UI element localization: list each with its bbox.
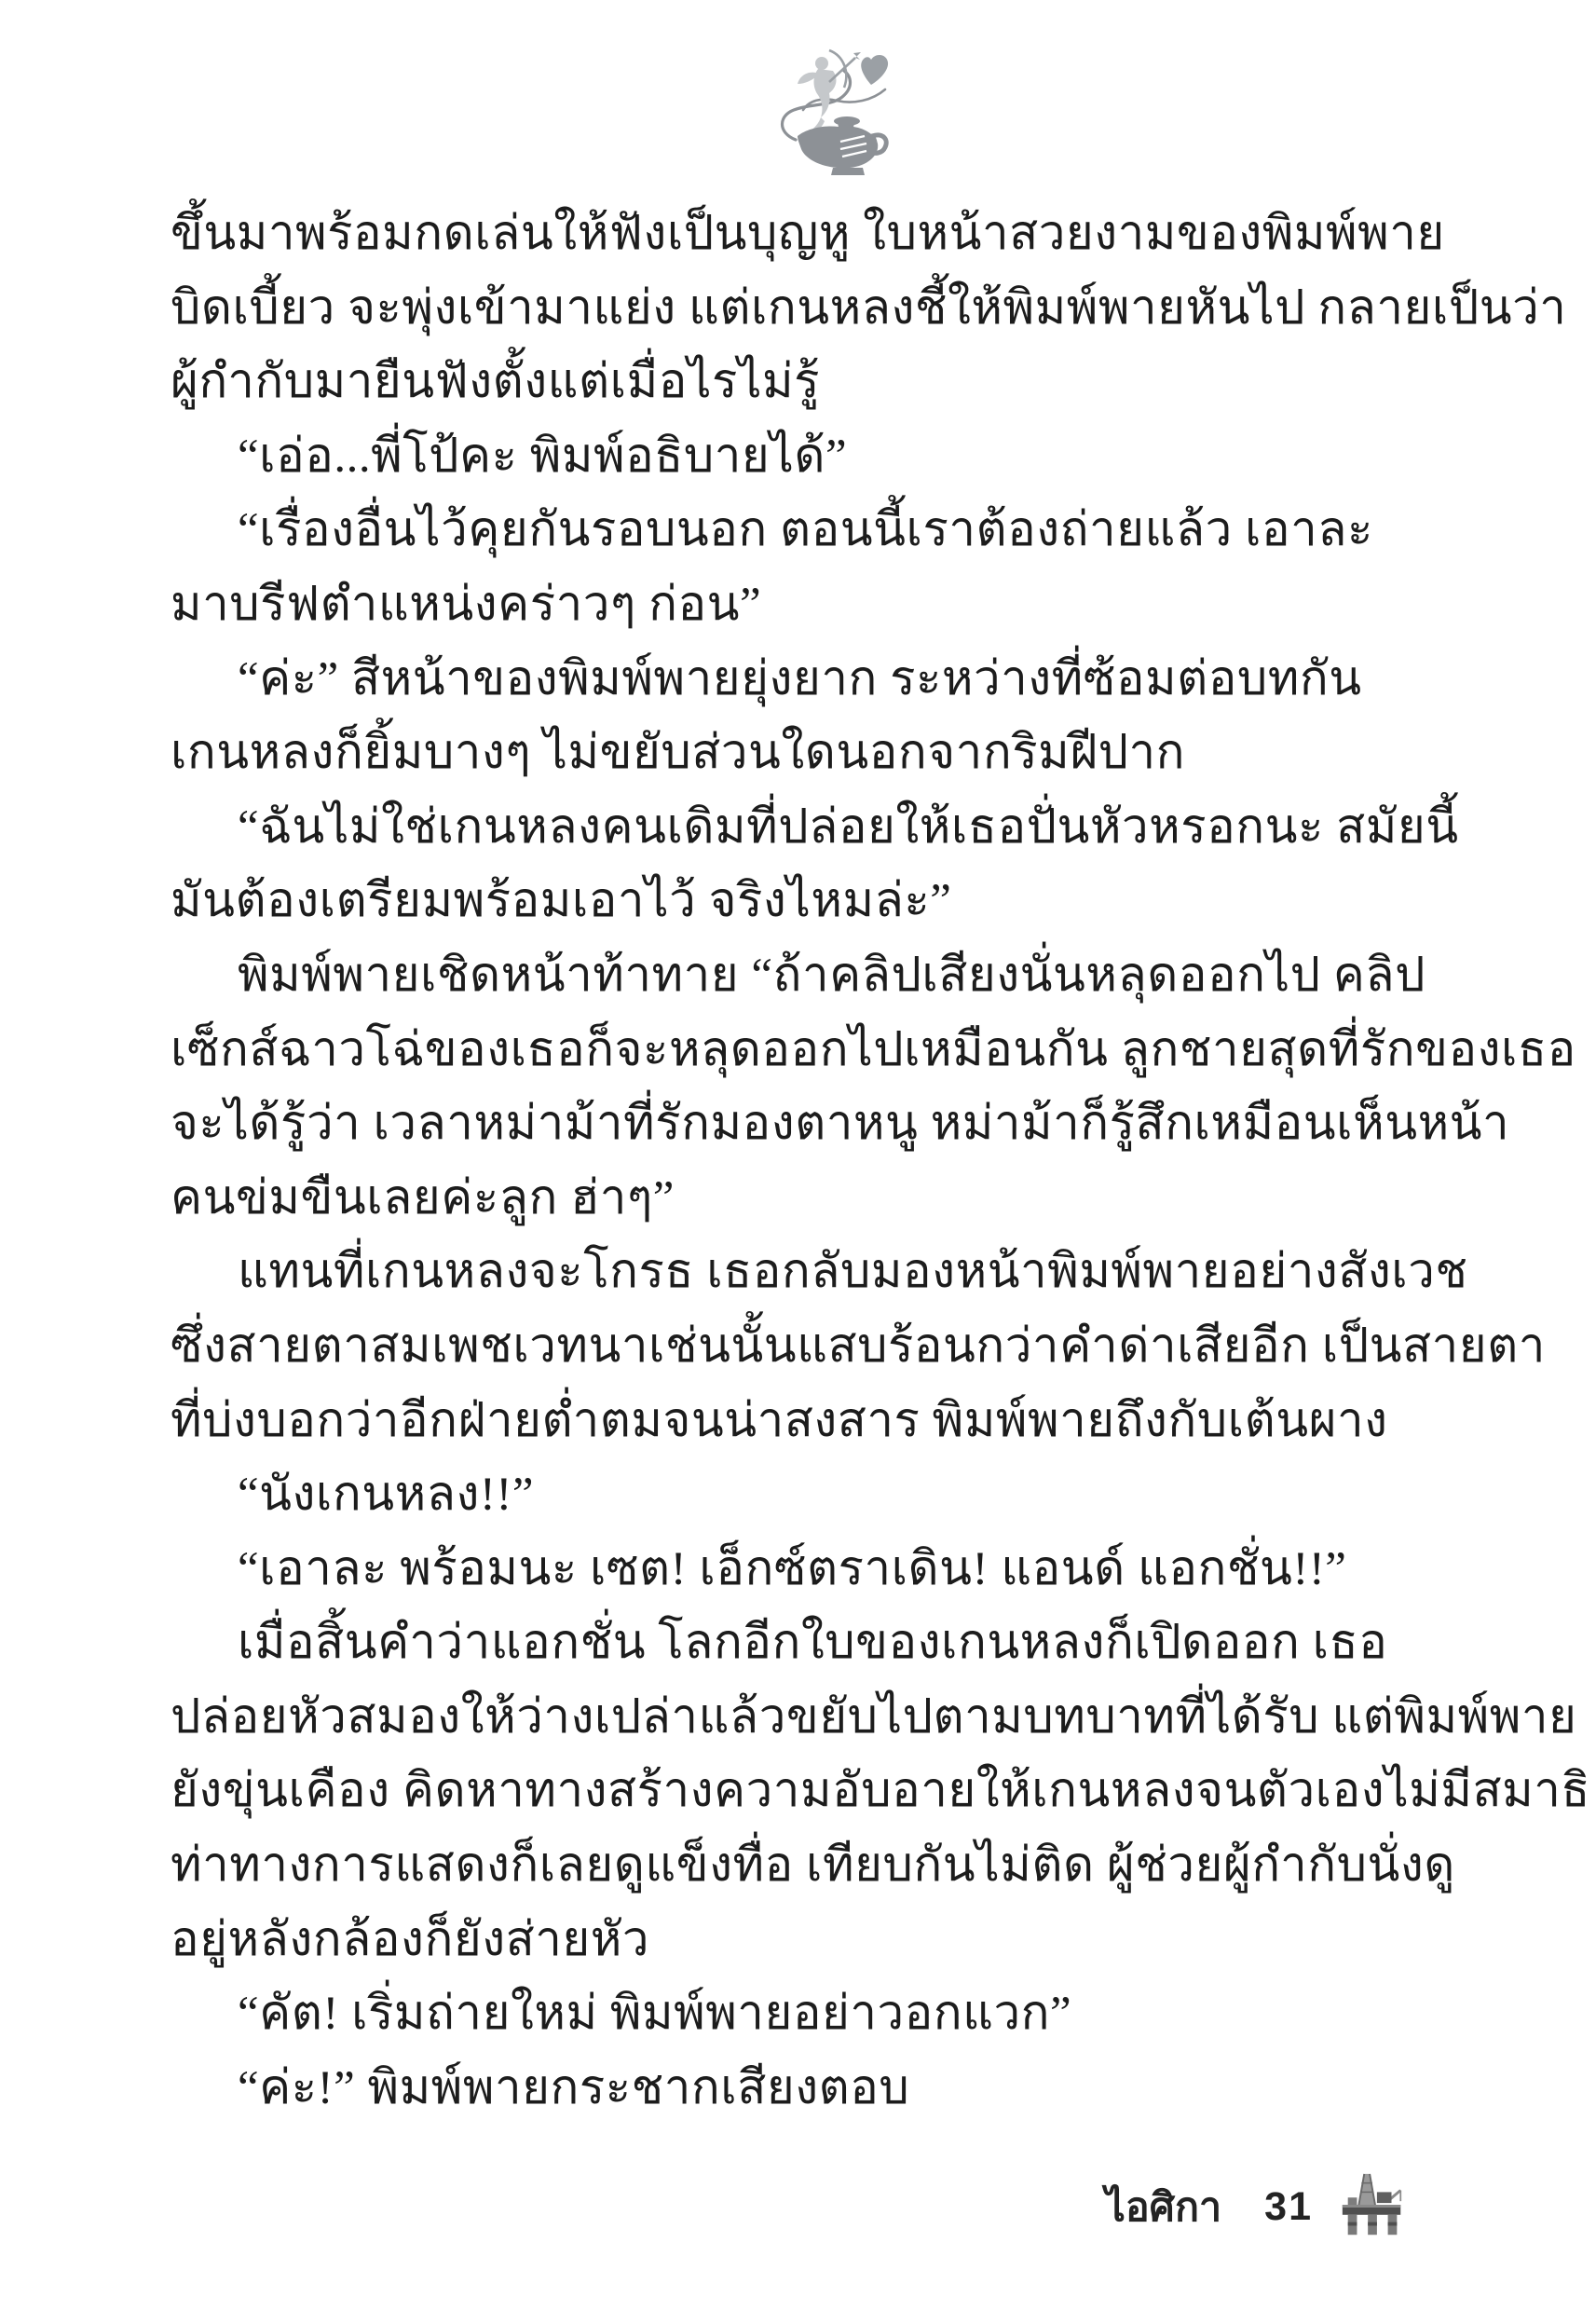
text-line: จะได้รู้ว่า เวลาหม่าม้าที่รักมองตาหนู หม่าม้าก็รู้สึกเหมือนเห็นหน้า xyxy=(171,1098,1510,1151)
text-line: ผู้กำกับมายืนฟังตั้งแต่เมื่อไรไม่รู้ xyxy=(171,356,821,409)
page-number: 31 xyxy=(1264,2183,1313,2229)
text-line: ยังขุ่นเคือง คิดหาทางสร้างความอับอายให้เกนหลงจนตัวเองไม่มีสมาธิ xyxy=(171,1765,1591,1818)
text-line: “ค่ะ!” พิมพ์พายกระชากเสียงตอบ xyxy=(238,2061,910,2114)
cupid-lamp-ornament-svg xyxy=(775,39,891,179)
text-block xyxy=(171,198,1591,2126)
text-line: “เอาละ พร้อมนะ เซต! เอ็กซ์ตราเดิน! แอนด์ แอกชั่น!!” xyxy=(238,1542,1347,1595)
book-title: ไอศิกา xyxy=(1105,2185,1222,2230)
text-line: “ฉันไม่ใช่เกนหลงคนเดิมที่ปล่อยให้เธอปั่นหัวหรอกนะ สมัยนี้ xyxy=(238,800,1459,854)
text-line: “ค่ะ” สีหน้าของพิมพ์พายยุ่งยาก ระหว่างที่ซ้อมต่อบทกัน xyxy=(238,652,1362,705)
text-line: แทนที่เกนหลงจะโกรธ เธอกลับมองหน้าพิมพ์พายอย่างสังเวช xyxy=(238,1246,1468,1299)
heart-icon xyxy=(861,55,888,85)
text-line: อยู่หลังกล้องก็ยังส่ายหัว xyxy=(171,1913,650,1966)
cupid-figure xyxy=(798,57,836,132)
text-line: ซึ่งสายตาสมเพชเวทนาเช่นนั้นแสบร้อนกว่าคำด่าเสียอีก เป็นสายตา xyxy=(171,1320,1546,1373)
text-line: เซ็กส์ฉาวโฉ่ของเธอก็จะหลุดออกไปเหมือนกัน ลูกชายสุดที่รักของเธอ xyxy=(171,1023,1576,1076)
text-line: บิดเบี้ยว จะพุ่งเข้ามาแย่ง แต่เกนหลงชี้ให้พิมพ์พายหันไป กลายเป็นว่า xyxy=(171,281,1567,335)
text-line: เกนหลงก็ยิ้มบางๆ ไม่ขยับส่วนใดนอกจากริมฝีปาก xyxy=(171,727,1185,780)
text-line: เมื่อสิ้นคำว่าแอกชั่น โลกอีกใบของเกนหลงก็เปิดออก เธอ xyxy=(238,1617,1388,1670)
text-line: มันต้องเตรียมพร้อมเอาไว้ จริงไหมล่ะ” xyxy=(171,875,952,928)
text-line: ที่บ่งบอกว่าอีกฝ่ายต่ำตมจนน่าสงสาร พิมพ์พายถึงกับเต้นผาง xyxy=(171,1394,1388,1447)
text-line: “คัต! เริ่มถ่ายใหม่ พิมพ์พายอย่าวอกแวก” xyxy=(238,1988,1072,2041)
text-line: คนข่มขืนเลยค่ะลูก ฮ่าๆ” xyxy=(171,1171,675,1224)
cupid-lamp-ornament-icon xyxy=(775,39,891,179)
text-line: “นังเกนหลง!!” xyxy=(238,1469,534,1522)
text-line: “เอ่อ...พี่โป้คะ พิมพ์อธิบายได้” xyxy=(238,430,848,483)
text-line: ท่าทางการแสดงก็เลยดูแข็งทื่อ เทียบกันไม่ติด ผู้ช่วยผู้กำกับนั่งดู xyxy=(171,1839,1455,1893)
text-line: มาบรีฟตำแหน่งคร่าวๆ ก่อน” xyxy=(171,578,762,631)
text-line: ปล่อยหัวสมองให้ว่างเปล่าแล้วขยับไปตามบทบาทที่ได้รับ แต่พิมพ์พาย xyxy=(171,1690,1577,1744)
page-footer xyxy=(1105,2169,1410,2244)
text-line: ขึ้นมาพร้อมกดเล่นให้ฟังเป็นบุญหู ใบหน้าสวยงามของพิมพ์พาย xyxy=(171,208,1445,260)
text-line: “เรื่องอื่นไว้คุยกันรอบนอก ตอนนี้เราต้องถ่ายแล้ว เอาละ xyxy=(238,504,1373,557)
oil-rig-icon xyxy=(1337,2170,1410,2243)
genie-lamp-icon xyxy=(798,116,886,175)
text-line: พิมพ์พายเชิดหน้าท้าทาย “ถ้าคลิปเสียงนั่นหลุดออกไป คลิป xyxy=(238,949,1426,1002)
smoke-swirl-2 xyxy=(803,89,885,110)
